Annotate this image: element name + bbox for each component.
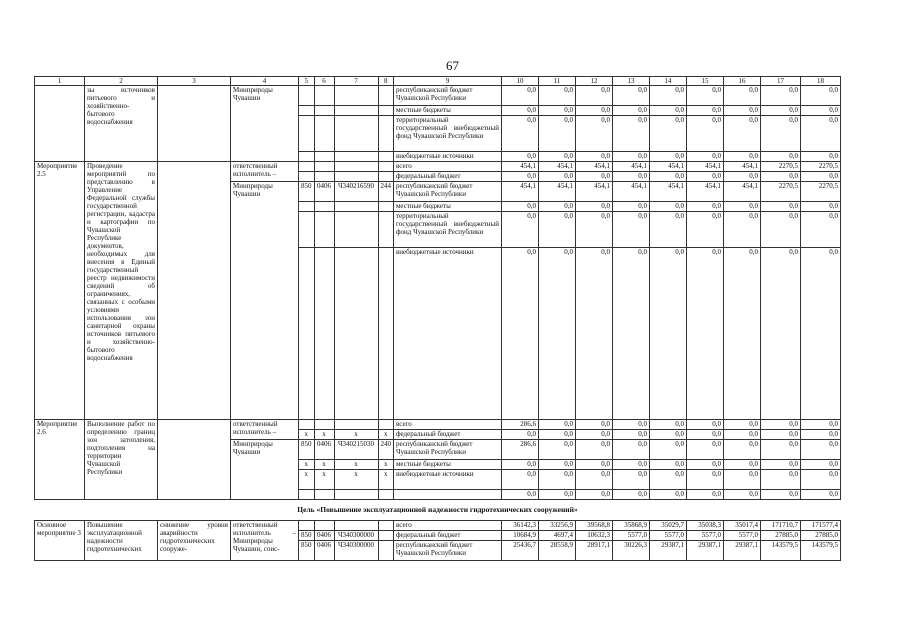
value-cell: 0,0 bbox=[576, 202, 613, 212]
value-cell: 0,0 bbox=[539, 440, 576, 460]
source-cell: всего bbox=[394, 162, 502, 172]
source-cell: внебюджетные источники bbox=[394, 152, 502, 162]
code-cell: Ч340300000 bbox=[334, 531, 378, 541]
value-cell: 0,0 bbox=[687, 106, 724, 116]
value-cell: 0,0 bbox=[650, 490, 687, 500]
goal-row bbox=[35, 500, 841, 521]
value-cell: 2270,5 bbox=[801, 162, 841, 172]
source-cell: территориальный государственный внебюджетный фонд Чувашской Республики bbox=[394, 212, 502, 248]
value-cell: 29387,1 bbox=[724, 541, 761, 561]
value-cell: 454,1 bbox=[650, 182, 687, 202]
value-cell: 0,0 bbox=[761, 152, 801, 162]
code-cell: 850 bbox=[299, 440, 315, 460]
header-cell: 6 bbox=[314, 77, 334, 86]
header-cell: 5 bbox=[299, 77, 315, 86]
value-cell: 0,0 bbox=[502, 106, 539, 116]
value-cell: 0,0 bbox=[613, 460, 650, 470]
value-cell: 0,0 bbox=[687, 248, 724, 420]
value-cell: 5577,0 bbox=[613, 531, 650, 541]
value-cell: 0,0 bbox=[502, 430, 539, 440]
value-cell: 0,0 bbox=[576, 430, 613, 440]
value-cell: 0,0 bbox=[650, 420, 687, 430]
value-cell: 39568,8 bbox=[576, 521, 613, 531]
value-cell: 2270,5 bbox=[801, 182, 841, 202]
value-cell: 286,6 bbox=[502, 440, 539, 460]
value-cell: 143579,5 bbox=[761, 541, 801, 561]
value-cell: 0,0 bbox=[613, 440, 650, 460]
value-cell: 5577,0 bbox=[650, 531, 687, 541]
event-goal: снижение уровня аварийности гидротехнических сооруже- bbox=[158, 521, 231, 561]
value-cell: 35038,3 bbox=[687, 521, 724, 531]
executor-role: ответственный исполнитель – bbox=[231, 162, 299, 182]
value-cell: 0,0 bbox=[650, 152, 687, 162]
value-cell: 0,0 bbox=[613, 212, 650, 248]
header-cell: 8 bbox=[378, 77, 394, 86]
value-cell: 454,1 bbox=[687, 182, 724, 202]
value-cell: 0,0 bbox=[687, 430, 724, 440]
value-cell: 0,0 bbox=[687, 420, 724, 430]
value-cell: 0,0 bbox=[687, 470, 724, 490]
value-cell: 0,0 bbox=[539, 248, 576, 420]
source-cell: всего bbox=[394, 521, 502, 531]
value-cell: 0,0 bbox=[801, 430, 841, 440]
value-cell: 454,1 bbox=[613, 182, 650, 202]
value-cell: 5577,0 bbox=[724, 531, 761, 541]
executor: ответственный исполнитель – Минприроды Чувашии, соис- bbox=[231, 521, 299, 561]
value-cell: 27885,0 bbox=[761, 531, 801, 541]
value-cell: 0,0 bbox=[576, 440, 613, 460]
value-cell: 0,0 bbox=[650, 116, 687, 152]
value-cell: 0,0 bbox=[650, 202, 687, 212]
source-cell: федеральный бюджет bbox=[394, 172, 502, 182]
code-cell: 0406 bbox=[314, 531, 334, 541]
source-cell: территориальный государственный внебюджетный фонд Чувашской Республики bbox=[394, 116, 502, 152]
value-cell: 0,0 bbox=[761, 440, 801, 460]
source-cell: федеральный бюджет bbox=[394, 430, 502, 440]
goal-heading: Цель «Повышение эксплуатационной надежности гидротехнических сооружений» bbox=[297, 505, 578, 514]
value-cell: 0,0 bbox=[576, 212, 613, 248]
value-cell: 0,0 bbox=[502, 460, 539, 470]
value-cell: 0,0 bbox=[650, 86, 687, 106]
header-cell: 7 bbox=[334, 77, 378, 86]
value-cell: 2270,5 bbox=[761, 182, 801, 202]
value-cell: 0,0 bbox=[801, 106, 841, 116]
table-row bbox=[35, 162, 841, 172]
value-cell: 0,0 bbox=[801, 86, 841, 106]
code-cell: x bbox=[334, 470, 378, 490]
value-cell: 0,0 bbox=[613, 152, 650, 162]
header-cell: 15 bbox=[687, 77, 724, 86]
value-cell: 0,0 bbox=[502, 212, 539, 248]
code-cell: x bbox=[378, 460, 394, 470]
value-cell: 0,0 bbox=[650, 460, 687, 470]
value-cell: 0,0 bbox=[502, 248, 539, 420]
value-cell: 0,0 bbox=[687, 440, 724, 460]
value-cell: 0,0 bbox=[801, 420, 841, 430]
value-cell: 0,0 bbox=[539, 430, 576, 440]
value-cell: 0,0 bbox=[761, 212, 801, 248]
header-cell: 16 bbox=[724, 77, 761, 86]
value-cell: 0,0 bbox=[613, 116, 650, 152]
event-description: зы источников питьевого и хозяйственно-бытового водоснабжения bbox=[85, 86, 158, 162]
source-cell: республиканский бюджет Чувашской Республики bbox=[394, 182, 502, 202]
value-cell: 454,1 bbox=[724, 182, 761, 202]
header-cell: 1 bbox=[35, 77, 85, 86]
value-cell: 0,0 bbox=[502, 116, 539, 152]
value-cell: 0,0 bbox=[801, 202, 841, 212]
value-cell: 0,0 bbox=[687, 212, 724, 248]
value-cell: 10684,9 bbox=[502, 531, 539, 541]
value-cell: 0,0 bbox=[613, 248, 650, 420]
budget-table bbox=[34, 76, 841, 561]
value-cell: 0,0 bbox=[613, 172, 650, 182]
source-cell: внебюджетные источники bbox=[394, 470, 502, 490]
value-cell: 0,0 bbox=[801, 248, 841, 420]
code-cell: x bbox=[299, 470, 315, 490]
value-cell: 0,0 bbox=[502, 152, 539, 162]
value-cell: 36142,3 bbox=[502, 521, 539, 531]
value-cell: 0,0 bbox=[761, 202, 801, 212]
value-cell: 0,0 bbox=[761, 430, 801, 440]
executor: Минприроды Чувашии bbox=[231, 86, 299, 162]
value-cell: 0,0 bbox=[761, 248, 801, 420]
code-cell: Ч340300000 bbox=[334, 541, 378, 561]
value-cell: 0,0 bbox=[650, 440, 687, 460]
value-cell: 0,0 bbox=[724, 460, 761, 470]
source-cell bbox=[394, 490, 502, 500]
value-cell: 0,0 bbox=[539, 420, 576, 430]
value-cell: 171710,7 bbox=[761, 521, 801, 531]
header-cell: 14 bbox=[650, 77, 687, 86]
code-cell: x bbox=[378, 430, 394, 440]
executor: Минприроды Чувашии bbox=[231, 182, 299, 420]
value-cell: 0,0 bbox=[687, 172, 724, 182]
value-cell: 2270,5 bbox=[761, 162, 801, 172]
code-cell: 850 bbox=[299, 182, 315, 202]
code-cell: 0406 bbox=[314, 440, 334, 460]
value-cell: 0,0 bbox=[539, 460, 576, 470]
value-cell: 0,0 bbox=[502, 470, 539, 490]
value-cell: 0,0 bbox=[539, 490, 576, 500]
value-cell: 0,0 bbox=[650, 172, 687, 182]
value-cell: 0,0 bbox=[761, 420, 801, 430]
value-cell: 0,0 bbox=[502, 86, 539, 106]
value-cell: 35017,4 bbox=[724, 521, 761, 531]
value-cell: 454,1 bbox=[539, 162, 576, 172]
value-cell: 0,0 bbox=[687, 152, 724, 162]
value-cell: 0,0 bbox=[502, 202, 539, 212]
value-cell: 454,1 bbox=[539, 182, 576, 202]
value-cell: 25436,7 bbox=[502, 541, 539, 561]
value-cell: 0,0 bbox=[576, 420, 613, 430]
value-cell: 0,0 bbox=[539, 172, 576, 182]
value-cell: 454,1 bbox=[576, 162, 613, 172]
source-cell: местные бюджеты bbox=[394, 106, 502, 116]
value-cell: 171577,4 bbox=[801, 521, 841, 531]
value-cell: 0,0 bbox=[801, 460, 841, 470]
value-cell: 0,0 bbox=[724, 490, 761, 500]
value-cell: 0,0 bbox=[502, 490, 539, 500]
value-cell: 0,0 bbox=[539, 202, 576, 212]
value-cell: 0,0 bbox=[801, 490, 841, 500]
event-description: Выполнение работ по определению границ зон затопления, подтопления на территории Чувашской Республики bbox=[85, 420, 158, 500]
code-cell: Ч340216590 bbox=[334, 182, 378, 202]
page-number: 67 bbox=[446, 58, 459, 73]
value-cell: 0,0 bbox=[650, 248, 687, 420]
value-cell: 454,1 bbox=[502, 162, 539, 172]
value-cell: 454,1 bbox=[724, 162, 761, 172]
value-cell: 0,0 bbox=[539, 86, 576, 106]
value-cell: 0,0 bbox=[539, 212, 576, 248]
value-cell: 0,0 bbox=[502, 172, 539, 182]
value-cell: 35029,7 bbox=[650, 521, 687, 531]
value-cell: 0,0 bbox=[650, 212, 687, 248]
value-cell: 35868,9 bbox=[613, 521, 650, 531]
source-cell: местные бюджеты bbox=[394, 460, 502, 470]
value-cell: 0,0 bbox=[761, 116, 801, 152]
code-cell: 0406 bbox=[314, 541, 334, 561]
header-cell: 11 bbox=[539, 77, 576, 86]
event-description: Проведение мероприятий по представлению в Управление Федеральной службы государственной регистрации, кадастра и картографии по Чувашской Республике документов, необходимых для внесения в Единый государственный реестр недвижимости сведений об ограничениях, связанных с особыми условиями использования зон санитарной охраны источников питьевого и хозяйственно-бытового водоснабжения bbox=[85, 162, 158, 420]
value-cell: 454,1 bbox=[502, 182, 539, 202]
code-cell: x bbox=[334, 460, 378, 470]
value-cell: 0,0 bbox=[724, 470, 761, 490]
value-cell: 30226,3 bbox=[613, 541, 650, 561]
value-cell: 0,0 bbox=[613, 470, 650, 490]
value-cell: 454,1 bbox=[650, 162, 687, 172]
value-cell: 0,0 bbox=[539, 106, 576, 116]
value-cell: 0,0 bbox=[576, 470, 613, 490]
value-cell: 0,0 bbox=[613, 430, 650, 440]
value-cell: 0,0 bbox=[650, 430, 687, 440]
value-cell: 0,0 bbox=[613, 202, 650, 212]
code-cell: 0406 bbox=[314, 182, 334, 202]
value-cell: 0,0 bbox=[724, 152, 761, 162]
code-cell: x bbox=[299, 460, 315, 470]
value-cell: 28558,9 bbox=[539, 541, 576, 561]
header-cell: 17 bbox=[761, 77, 801, 86]
value-cell: 454,1 bbox=[613, 162, 650, 172]
value-cell: 286,6 bbox=[502, 420, 539, 430]
table-row bbox=[35, 86, 841, 106]
code-cell: 244 bbox=[378, 182, 394, 202]
value-cell: 0,0 bbox=[724, 202, 761, 212]
source-cell: местные бюджеты bbox=[394, 202, 502, 212]
source-cell: республиканский бюджет Чувашской Республики bbox=[394, 541, 502, 561]
code-cell: 240 bbox=[378, 440, 394, 460]
value-cell: 0,0 bbox=[613, 420, 650, 430]
source-cell: федеральный бюджет bbox=[394, 531, 502, 541]
value-cell: 0,0 bbox=[761, 460, 801, 470]
source-cell: республиканский бюджет Чувашской Республики bbox=[394, 440, 502, 460]
executor: Минприроды Чувашии bbox=[231, 440, 299, 500]
value-cell: 0,0 bbox=[687, 490, 724, 500]
value-cell: 0,0 bbox=[687, 116, 724, 152]
source-cell: республиканский бюджет Чувашской Республики bbox=[394, 86, 502, 106]
value-cell: 0,0 bbox=[801, 212, 841, 248]
value-cell: 29387,1 bbox=[687, 541, 724, 561]
code-cell: x bbox=[378, 470, 394, 490]
value-cell: 0,0 bbox=[761, 106, 801, 116]
source-cell: внебюджетные источники bbox=[394, 248, 502, 420]
value-cell: 28917,1 bbox=[576, 541, 613, 561]
value-cell: 0,0 bbox=[576, 116, 613, 152]
value-cell: 0,0 bbox=[724, 116, 761, 152]
value-cell: 0,0 bbox=[724, 420, 761, 430]
value-cell: 0,0 bbox=[576, 106, 613, 116]
value-cell: 0,0 bbox=[724, 248, 761, 420]
value-cell: 27885,0 bbox=[801, 531, 841, 541]
value-cell: 0,0 bbox=[650, 470, 687, 490]
value-cell: 0,0 bbox=[761, 172, 801, 182]
value-cell: 0,0 bbox=[613, 490, 650, 500]
source-cell: всего bbox=[394, 420, 502, 430]
code-cell: x bbox=[314, 430, 334, 440]
value-cell: 0,0 bbox=[801, 470, 841, 490]
value-cell: 0,0 bbox=[801, 440, 841, 460]
value-cell: 0,0 bbox=[576, 490, 613, 500]
value-cell: 0,0 bbox=[539, 470, 576, 490]
value-cell: 5577,0 bbox=[687, 531, 724, 541]
value-cell: 0,0 bbox=[724, 440, 761, 460]
value-cell: 0,0 bbox=[724, 212, 761, 248]
value-cell: 10632,3 bbox=[576, 531, 613, 541]
value-cell: 0,0 bbox=[539, 152, 576, 162]
value-cell: 454,1 bbox=[576, 182, 613, 202]
code-cell: x bbox=[299, 430, 315, 440]
value-cell: 0,0 bbox=[613, 86, 650, 106]
header-cell: 2 bbox=[85, 77, 158, 86]
value-cell: 0,0 bbox=[724, 86, 761, 106]
header-cell: 12 bbox=[576, 77, 613, 86]
value-cell: 0,0 bbox=[724, 172, 761, 182]
code-cell: x bbox=[334, 430, 378, 440]
value-cell: 0,0 bbox=[576, 172, 613, 182]
header-cell: 18 bbox=[801, 77, 841, 86]
value-cell: 0,0 bbox=[650, 106, 687, 116]
event-description: Повышение эксплуатационной надежности гидротехнических bbox=[85, 521, 158, 561]
value-cell: 0,0 bbox=[761, 470, 801, 490]
header-cell: 3 bbox=[158, 77, 231, 86]
header-cell: 13 bbox=[613, 77, 650, 86]
event-number: Основное мероприятие 3 bbox=[35, 521, 85, 561]
header-cell: 10 bbox=[502, 77, 539, 86]
value-cell: 4697,4 bbox=[539, 531, 576, 541]
value-cell: 0,0 bbox=[613, 106, 650, 116]
value-cell: 29387,1 bbox=[650, 541, 687, 561]
value-cell: 0,0 bbox=[687, 202, 724, 212]
value-cell: 0,0 bbox=[576, 248, 613, 420]
header-cell: 4 bbox=[231, 77, 299, 86]
code-cell: x bbox=[314, 470, 334, 490]
event-number: Мероприятие 2.5 bbox=[35, 162, 85, 420]
value-cell: 0,0 bbox=[687, 460, 724, 470]
value-cell: 0,0 bbox=[761, 86, 801, 106]
value-cell: 0,0 bbox=[801, 172, 841, 182]
value-cell: 0,0 bbox=[576, 152, 613, 162]
event-number: Мероприятие 2.6 bbox=[35, 420, 85, 500]
executor-role: ответственный исполнитель – bbox=[231, 420, 299, 440]
value-cell: 33256,9 bbox=[539, 521, 576, 531]
value-cell: 0,0 bbox=[801, 152, 841, 162]
value-cell: 0,0 bbox=[761, 490, 801, 500]
value-cell: 143579,5 bbox=[801, 541, 841, 561]
code-cell: Ч340215030 bbox=[334, 440, 378, 460]
table-row bbox=[35, 420, 841, 430]
table-row bbox=[35, 521, 841, 531]
value-cell: 0,0 bbox=[724, 106, 761, 116]
value-cell: 0,0 bbox=[539, 116, 576, 152]
value-cell: 0,0 bbox=[576, 460, 613, 470]
code-cell: x bbox=[314, 460, 334, 470]
value-cell: 0,0 bbox=[687, 86, 724, 106]
header-cell: 9 bbox=[394, 77, 502, 86]
value-cell: 454,1 bbox=[687, 162, 724, 172]
value-cell: 0,0 bbox=[576, 86, 613, 106]
value-cell: 0,0 bbox=[724, 430, 761, 440]
code-cell: 850 bbox=[299, 531, 315, 541]
header-row bbox=[35, 77, 841, 86]
value-cell: 0,0 bbox=[801, 116, 841, 152]
code-cell: 850 bbox=[299, 541, 315, 561]
